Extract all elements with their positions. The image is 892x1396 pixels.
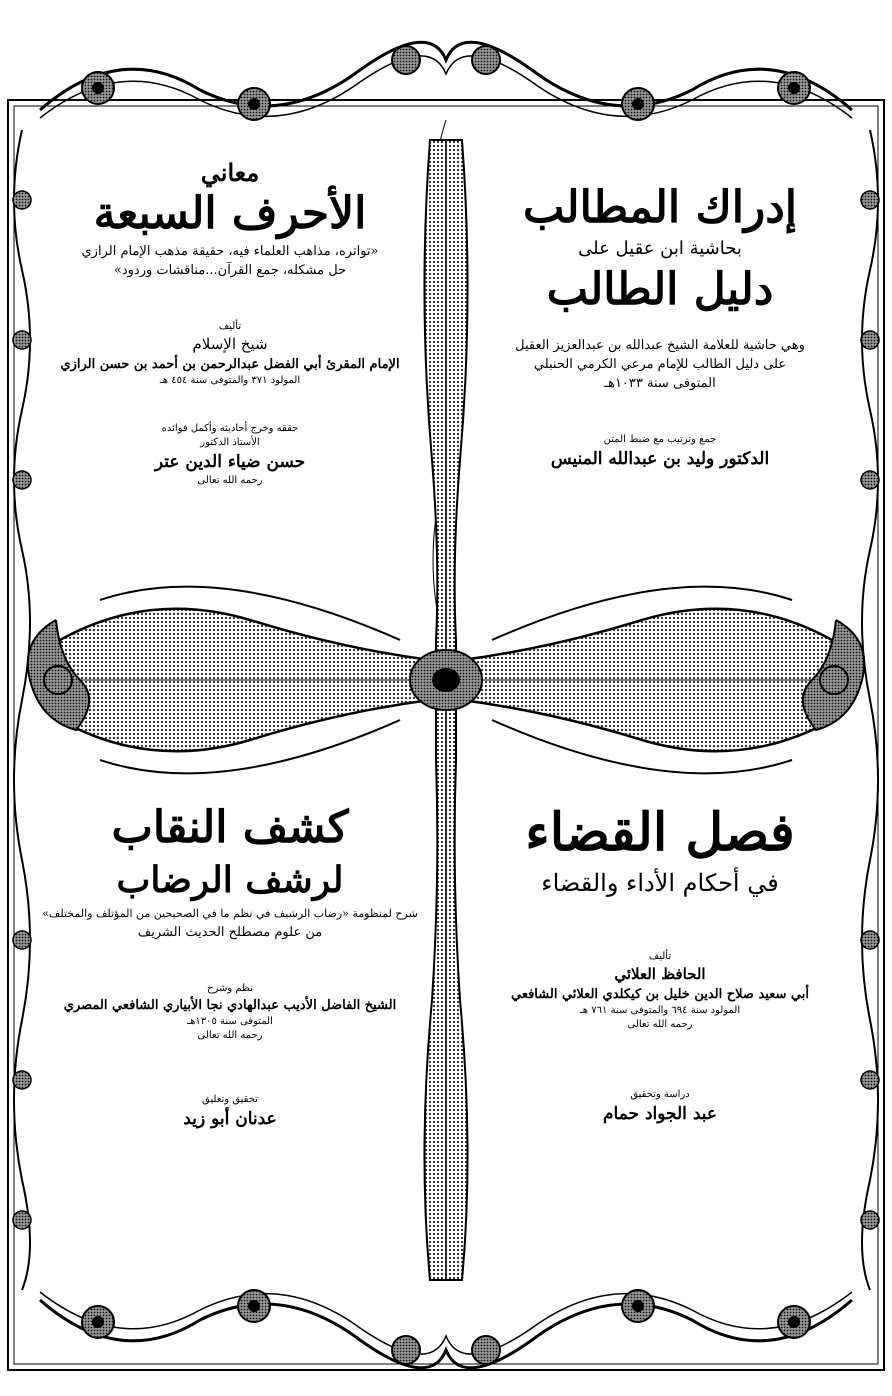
book-title-secondary: دليل الطالب [546, 264, 774, 315]
author-name: الشيخ الفاضل الأديب عبدالهادي نجا الأبياري الشافعي المصري [63, 998, 397, 1013]
description-line: «تواتره، مذاهب العلماء فيه، حقيقة مذهب الإمام الرازي [81, 244, 379, 259]
editor-name: عبد الجواد حمام [602, 1104, 718, 1124]
author-honorific: شيخ الإسلام [192, 335, 268, 353]
book-subtitle: لرشف الرضاب [116, 859, 344, 901]
author-dates: المولود سنة ٦٩٤ والمتوفى سنة ٧٦١ هـ [579, 1005, 741, 1016]
rip-phrase: رحمه الله تعالى [197, 1030, 263, 1041]
book-title: كشف النقاب [111, 802, 349, 853]
left-vine [13, 130, 31, 1290]
author-dates: المتوفى سنة ١٣٠٥هـ [187, 1016, 273, 1027]
role-label: حققه وخرج أحاديثه وأكمل فوائده [161, 423, 299, 434]
book-subtitle: في أحكام الأداء والقضاء [541, 869, 779, 897]
role-label: جمع وترتيب مع ضبط المتن [603, 434, 717, 445]
role-label: تأليف [648, 951, 672, 962]
book-title: إدراك المطالب [522, 182, 798, 233]
book-subtitle: بحاشية ابن عقيل على [578, 238, 742, 259]
description-line: حل مشكله، جمع القرآن...مناقشات وردود» [113, 263, 347, 278]
title-prefix: معاني [200, 158, 260, 187]
book-title: فصل القضاء [525, 802, 795, 863]
author-name: الإمام المقرئ أبي الفضل عبدالرحمن بن أحمد بن حسن الرازي [60, 357, 400, 372]
bottom-garland [40, 1290, 852, 1368]
role-label: نظم وشرح [206, 983, 253, 994]
editor-name: عدنان أبو زيد [183, 1109, 277, 1129]
editor-name: حسن ضياء الدين عتر [154, 452, 306, 472]
book-panel-idrak-al-matalib [470, 180, 850, 471]
death-date: المتوفى سنة ١٠٣٣هـ [604, 376, 716, 391]
author-name: الدكتور وليد بن عبدالله المنيس [550, 449, 770, 469]
book-panel-maani-al-ahruf [40, 160, 420, 488]
author-honorific: الحافظ العلائي [614, 965, 706, 983]
right-vine [861, 130, 879, 1290]
author-dates: المولود ٣٧١ والمتوفى سنة ٤٥٤ هـ [159, 375, 301, 386]
book-title: الأحرف السبعة [93, 188, 367, 239]
editor-title: الأستاذ الدكتور [200, 437, 260, 448]
description-line: من علوم مصطلح الحديث الشريف [137, 925, 323, 940]
role-label: تأليف [218, 321, 242, 332]
role-label: دراسة وتحقيق [630, 1089, 690, 1100]
book-panel-kashf-al-niqab [40, 800, 420, 1131]
book-panel-fasl-al-qada [470, 800, 850, 1126]
description-line: وهي حاشية للعلامة الشيخ عبدالله بن عبدالعزيز العقيل [515, 338, 805, 353]
author-name: أبي سعيد صلاح الدين خليل بن كيكلدي العلائي الشافعي [510, 987, 809, 1002]
top-garland [40, 42, 852, 120]
rip-phrase: رحمه الله تعالى [627, 1019, 693, 1030]
description-line: شرح لمنظومة «رضاب الرشيف في نظم ما في الصحيحين من المؤتلف والمختلف» [42, 907, 418, 920]
rip-phrase: رحمه الله تعالى [197, 475, 263, 486]
description-line: على دليل الطالب للإمام مرعي الكرمي الحنبلي [533, 357, 787, 372]
role-label: تحقيق وتعليق [202, 1094, 258, 1105]
